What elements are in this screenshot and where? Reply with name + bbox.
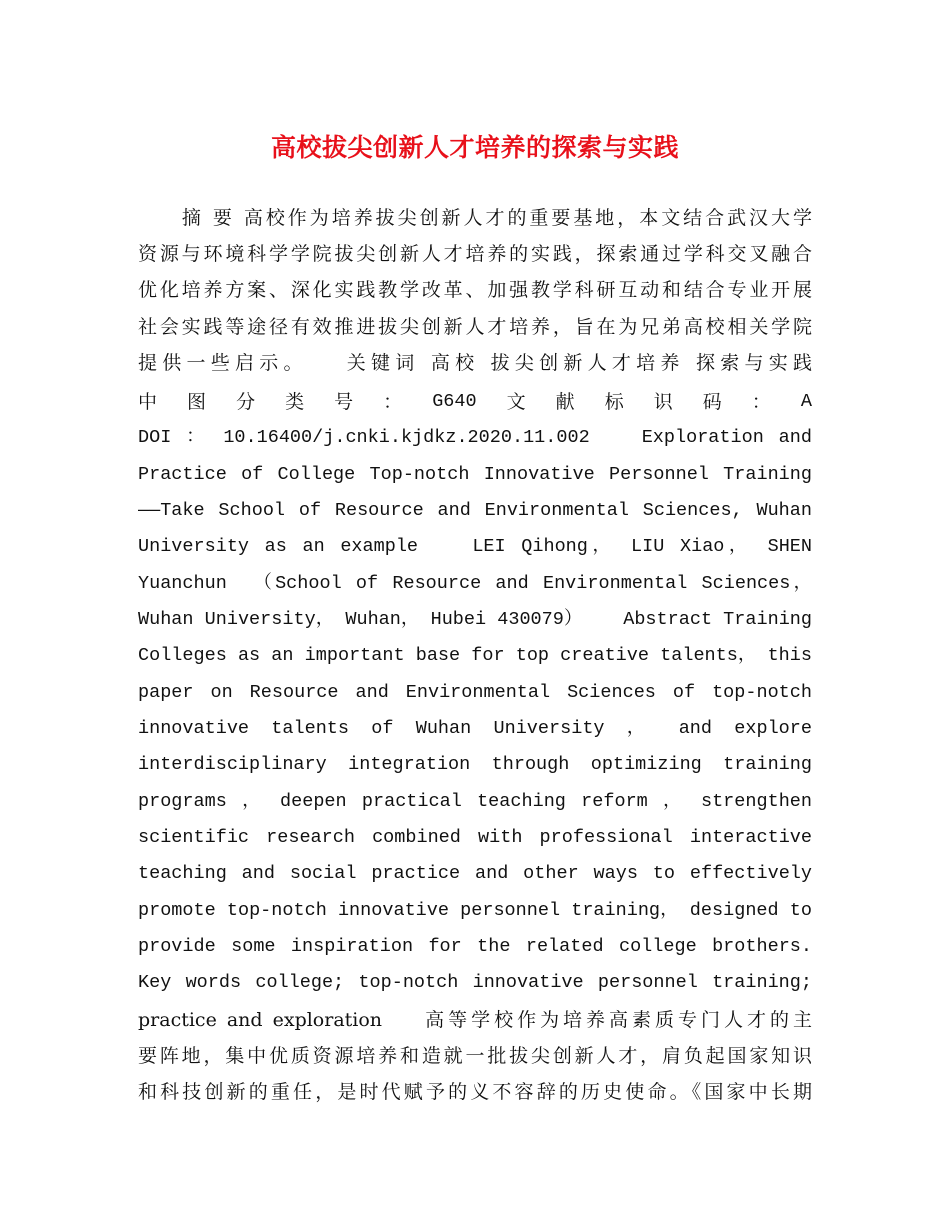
classification-char: 号 (334, 391, 354, 413)
text-line: 优化培养方案、深化实践教学改革、加强教学科研互动和结合专业开展 (138, 279, 812, 301)
text-line: provide some inspiration for the related college brothers. (138, 936, 812, 957)
text-line: interdisciplinary integration through optimizing training (138, 754, 812, 775)
text-line: 和科技创新的重任，是时代赋予的义不容辞的历史使命。《国家中长期 (138, 1081, 812, 1103)
text-line: 提供一些启示。 关键词 高校 拔尖创新人才培养 探索与实践 (138, 352, 812, 374)
text-line: programs ， deepen practical teaching reform ， strengthen (138, 791, 812, 812)
document-code: A (800, 391, 812, 412)
classification-char: ： (383, 391, 403, 413)
text-line: Wuhan University， Wuhan， Hubei 430079） Abstract Training (138, 609, 812, 630)
classification-char: 献 (555, 391, 575, 413)
text-line: Colleges as an important base for top creative talents， this (138, 645, 812, 666)
classification-char: 标 (604, 391, 624, 413)
classification-char: 识 (653, 391, 673, 413)
classification-char: 分 (236, 391, 256, 413)
text-line: 摘 要 高校作为培养拔尖创新人才的重要基地，本文结合武汉大学 (138, 207, 812, 229)
text-line: paper on Resource and Environmental Sciences of top-notch (138, 682, 812, 703)
text-line: DOI ： 10.16400/j.cnki.kjdkz.2020.11.002 Exploration and (138, 427, 812, 448)
classification-char: 图 (187, 391, 207, 413)
text-line: University as an example LEI Qihong， LIU Xiao， SHEN (138, 536, 812, 557)
text-line: teaching and social practice and other ways to effectively (138, 863, 812, 884)
classification-char: 文 (506, 391, 526, 413)
text-line: Key words college; top-notch innovative personnel training; (138, 972, 812, 993)
classification-code: G640 (432, 391, 477, 412)
document-title: 高校拔尖创新人才培养的探索与实践 (270, 133, 679, 162)
text-line: Yuanchun （School of Resource and Environmental Sciences， (138, 573, 812, 594)
text-line: 要阵地，集中优质资源培养和造就一批拔尖创新人才，肩负起国家知识 (138, 1045, 812, 1067)
classification-char: 类 (285, 391, 305, 413)
text-line: promote top-notch innovative personnel training， designed to (138, 900, 812, 921)
classification-char: 码 (702, 391, 722, 413)
text-line: innovative talents of Wuhan University ， and explore (138, 718, 812, 739)
classification-char: ： (751, 391, 771, 413)
text-line: practice and exploration 高等学校作为培养高素质专门人才的主 (138, 1009, 812, 1031)
classification-char: 中 (138, 391, 158, 413)
classification-line (138, 384, 812, 420)
text-line: 资源与环境科学学院拔尖创新人才培养的实践，探索通过学科交叉融合 (138, 243, 812, 265)
text-line: scientific research combined with professional interactive (138, 827, 812, 848)
text-line: Practice of College Top-notch Innovative Personnel Training (138, 464, 812, 485)
text-line: 社会实践等途径有效推进拔尖创新人才培养，旨在为兄弟高校相关学院 (138, 316, 812, 338)
text-line: ——Take School of Resource and Environmental Sciences, Wuhan (138, 500, 812, 521)
